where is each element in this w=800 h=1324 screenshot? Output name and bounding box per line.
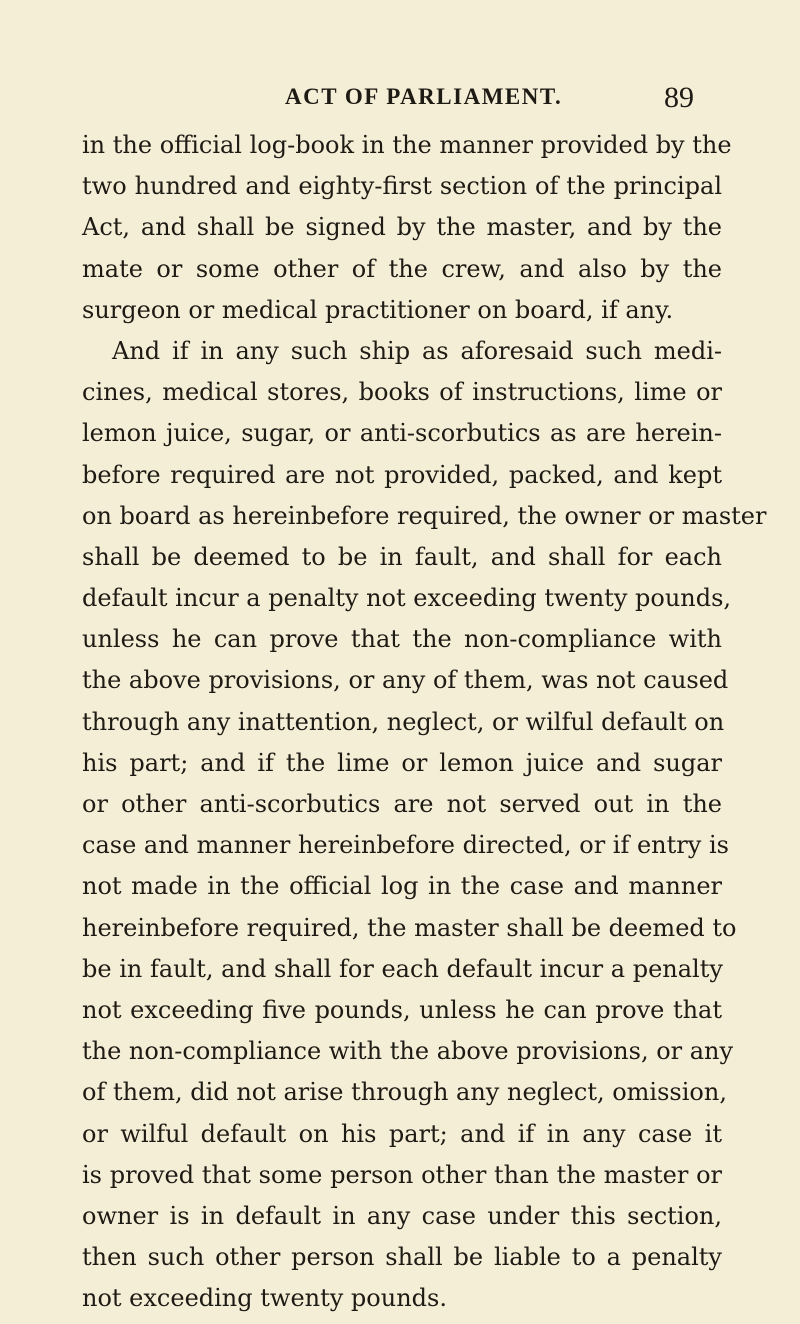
text-line: not exceeding twenty pounds. [82, 1284, 447, 1313]
text-line: not exceeding five pounds, unless he can prove that [82, 995, 722, 1024]
running-title: ACT OF PARLIAMENT. [285, 84, 563, 109]
text-line: or wilful default on his part; and if in any case it [82, 1119, 722, 1148]
text-line: not made in the official log in the case and manner [82, 872, 722, 901]
running-head [0, 81, 800, 114]
text-line: be in fault, and shall for each default incur a penalty [82, 954, 723, 983]
text-line: hereinbefore required, the master shall be deemed to [82, 913, 737, 942]
text-line: owner is in default in any case under this section, [82, 1201, 722, 1230]
text-line: cines, medical stores, books of instructions, lime or [82, 378, 722, 407]
body-text [82, 125, 767, 1319]
text-line: the above provisions, or any of them, was not caused [82, 666, 729, 695]
text-line: is proved that some person other than the master or [82, 1160, 722, 1189]
text-line: or other anti-scorbutics are not served out in the [82, 790, 722, 818]
text-line: in the official log-book in the manner provided by the [82, 131, 732, 159]
text-line: on board as hereinbefore required, the owner or master [82, 501, 767, 530]
page-number: 89 [664, 81, 694, 114]
text-line: through any inattention, neglect, or wilful default on [82, 707, 725, 736]
text-line: lemon juice, sugar, or anti-scorbutics as are herein- [82, 419, 722, 448]
text-line: before required are not provided, packed, and kept [82, 460, 722, 489]
text-line: Act, and shall be signed by the master, and by the [82, 213, 722, 242]
text-line: default incur a penalty not exceeding twenty pounds, [82, 584, 732, 613]
text-line: his part; and if the lime or lemon juice and sugar [82, 748, 722, 777]
text-line: unless he can prove that the non-compliance with [82, 625, 722, 654]
text-line: shall be deemed to be in fault, and shall for each [82, 542, 722, 571]
text-line: two hundred and eighty-first section of the principal [82, 172, 722, 201]
text-line: surgeon or medical practitioner on board, if any. [82, 295, 674, 324]
paragraph-start-line: And if in any such ship as aforesaid such medi- [112, 336, 722, 365]
text-line: the non-compliance with the above provisions, or any [82, 1037, 734, 1066]
text-line: mate or some other of the crew, and also by the [82, 254, 722, 283]
text-line: of them, did not arise through any neglect, omission, [82, 1078, 727, 1107]
text-line: then such other person shall be liable to a penalty [82, 1243, 722, 1272]
text-line: case and manner hereinbefore directed, or if entry is [82, 831, 729, 860]
